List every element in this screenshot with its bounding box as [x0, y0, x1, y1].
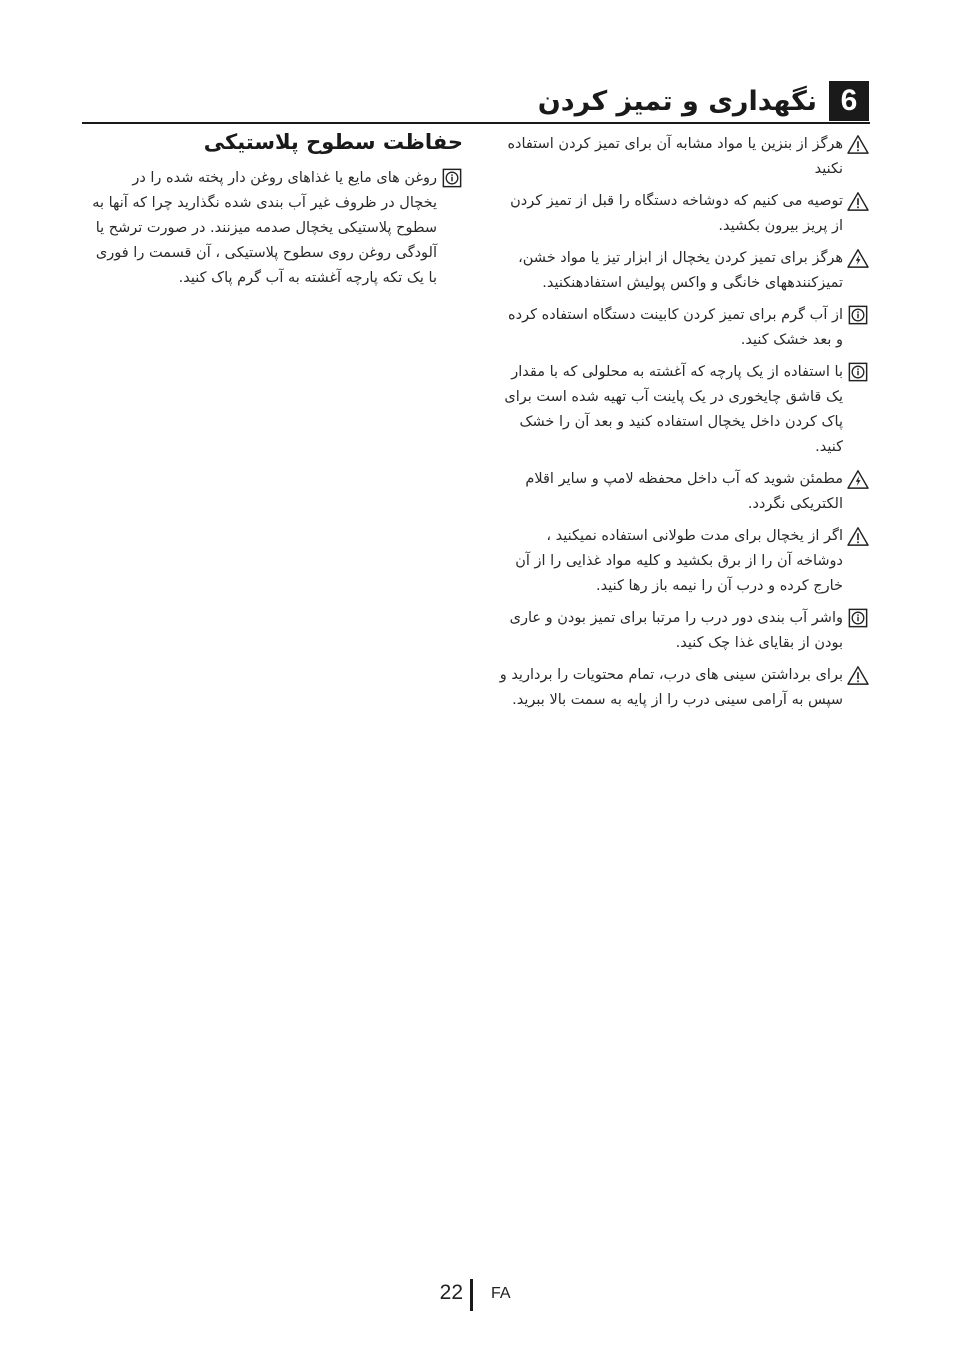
warning-icon [847, 133, 869, 155]
list-item [491, 132, 869, 182]
list-item [491, 189, 869, 239]
item-text: هرگز از بنزین یا مواد مشابه آن برای تمیز کردن استفاده نکنید [507, 136, 843, 177]
list-item [491, 606, 869, 656]
item-text: برای برداشتن سینی های درب، تمام محتویات را بردارید و سپس به آرامی سینی درب را از پایه به سمت بالا ببرید. [499, 667, 843, 708]
title-rule [82, 122, 870, 124]
electric-warning-icon [847, 247, 869, 269]
chapter-number: 6 [829, 81, 869, 121]
item-text: با استفاده از یک پارچه که آغشته به محلولی که با مقدار یک قاشق چایخوری در یک پاینت آب تهیه شده است برای پاک کردن داخل یخچال استفاده کنید و بعد آن را خشک کنید. [504, 364, 843, 455]
info-icon [847, 607, 869, 629]
item-text: هرگز برای تمیز کردن یخچال از ابزار تیز یا مواد خشن، تمیزکنندههای خانگی و واکس پولیش استفادهنکنید. [518, 250, 843, 291]
info-icon [441, 167, 463, 189]
page-footer [0, 1280, 954, 1310]
page-number: 22 [439, 1281, 463, 1304]
item-text: روغن های مایع یا غذاهای روغن دار پخته شده را در یخچال در ظروف غیر آب بندی شده نگذارید چرا که آنها به سطوح پلاستیکی یخچال صدمه میزنند. در صورت ترشح یا آلودگی روغن روی سطوح پلاستیکی ، آن قسمت را فوری با یک تکه پارچه آغشته به آب گرم پاک کنید. [92, 170, 437, 286]
warning-icon [847, 664, 869, 686]
item-text: توصیه می کنیم که دوشاخه دستگاه را قبل از تمیز کردن از پریز بیرون بکشید. [510, 193, 843, 234]
chapter-header [538, 81, 869, 121]
warning-icon [847, 190, 869, 212]
language-code: FA [491, 1285, 511, 1302]
electric-warning-icon [847, 468, 869, 490]
list-item [491, 467, 869, 517]
info-icon [847, 361, 869, 383]
section-heading: حفاظت سطوح پلاستیکی [203, 130, 463, 154]
item-text: مطمئن شوید که آب داخل محفظه لامپ و سایر اقلام الکتریکی نگردد. [525, 471, 843, 512]
list-item [491, 524, 869, 599]
item-text: واشر آب بندی دور درب را مرتبا برای تمیز بودن و عاری بودن از بقایای غذا چک کنید. [509, 610, 843, 651]
list-item [491, 303, 869, 353]
info-icon [847, 304, 869, 326]
list-item [491, 246, 869, 296]
warning-icon [847, 525, 869, 547]
item-text: از آب گرم برای تمیز کردن کابینت دستگاه استفاده کرده و بعد خشک کنید. [508, 307, 843, 348]
footer-divider [470, 1279, 473, 1311]
list-item [491, 360, 869, 460]
chapter-title: نگهداری و تمیز کردن [537, 85, 817, 117]
list-item [81, 166, 463, 291]
item-text: اگر از یخچال برای مدت طولانی استفاده نمیکنید ، دوشاخه آن را از برق بکشید و کلیه مواد غذایی را از آن خارج کرده و درب آن را نیمه باز رها کنید. [515, 528, 843, 594]
left-column [81, 128, 463, 298]
right-column [491, 132, 869, 720]
list-item [491, 663, 869, 713]
